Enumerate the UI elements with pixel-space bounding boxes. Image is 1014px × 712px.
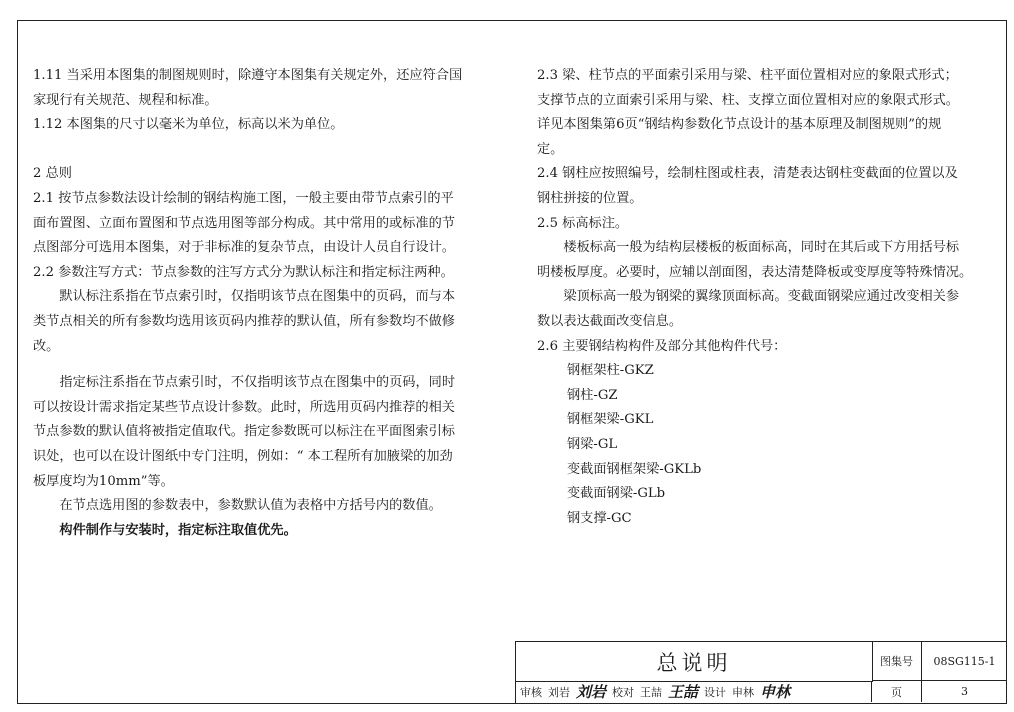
- atlas-number: 08SG115-1: [922, 642, 1007, 681]
- text-line: 在节点选用图的参数表中，参数默认值为表格中方括号内的数值。: [59, 498, 442, 514]
- list-item: 变截面钢梁-GLb: [567, 486, 666, 502]
- text-line: 2.2 参数注写方式：节点参数的注写方式分为默认标注和指定标注两种。: [33, 264, 454, 280]
- component-code-list: [537, 359, 1005, 531]
- text-line: 2.6 主要钢结构构件及部分其他构件代号：: [537, 338, 787, 354]
- list-item: 钢框架柱-GKZ: [567, 363, 654, 379]
- text-line: 板厚度均为10mm”等。: [33, 473, 174, 489]
- page-number: 3: [961, 685, 968, 698]
- reviewer-name: 刘岩: [548, 685, 570, 699]
- reviewer-signature: 刘岩: [576, 683, 607, 701]
- title-block: [515, 641, 1006, 703]
- left-column: [33, 64, 499, 543]
- page-label: 页: [872, 681, 922, 702]
- text-line: 2.4 钢柱应按照编号，绘制柱图或柱表，清楚表达钢柱变截面的位置以及: [537, 166, 958, 182]
- text-line: 面布置图、立面布置图和节点选用图等部分构成。其中常用的或标准的节: [33, 215, 455, 231]
- checker-name: 王喆: [640, 685, 663, 699]
- text-line: 类节点相关的所有参数均选用该页码内推荐的默认值，所有参数均不做修: [33, 313, 455, 329]
- list-item: 钢支撑-GC: [567, 510, 632, 526]
- designer-name: 申林: [732, 685, 755, 699]
- text-line: 2.3 梁、柱节点的平面索引采用与梁、柱平面位置相对应的象限式形式；: [537, 68, 958, 83]
- emphasis-line: 构件制作与安装时，指定标注取值优先。: [59, 522, 297, 538]
- text-line: 2.5 标高标注。: [537, 215, 629, 231]
- list-item: 钢柱-GZ: [567, 387, 618, 403]
- atlas-label: 图集号: [872, 642, 922, 681]
- review-label: 审核: [520, 685, 542, 699]
- designer-signature: 申林: [760, 683, 791, 701]
- text-line: 数以表达截面改变信息。: [537, 313, 683, 329]
- list-item: 钢梁-GL: [567, 436, 618, 452]
- text-line: 详见本图集第6页“钢结构参数化节点设计的基本原理及制图规则”的规: [537, 117, 942, 133]
- text-line: 钢柱拼接的位置。: [537, 190, 643, 206]
- text-line: 默认标注系指在节点索引时，仅指明该节点在图集中的页码，而与本: [59, 289, 456, 305]
- design-label: 设计: [704, 685, 727, 699]
- text-line: 2.1 按节点参数法设计绘制的钢结构施工图，一般主要由带节点索引的平: [33, 190, 454, 206]
- text-line: 支撑节点的立面索引采用与梁、柱、支撑立面位置相对应的象限式形式。: [537, 92, 959, 108]
- section-heading: 2 总则: [33, 166, 72, 182]
- text-line: 识处，也可以在设计图纸中专门注明，例如：“ 本工程所有加腋梁的加劲: [33, 448, 453, 464]
- list-item: 变截面钢框架梁-GKLb: [567, 461, 702, 477]
- text-line: 改。: [33, 338, 60, 354]
- text-line: 梁顶标高一般为钢梁的翼缘顶面标高。变截面钢梁应通过改变相关参: [563, 289, 960, 305]
- list-item: 钢框架梁-GKL: [567, 412, 654, 428]
- text-line: 定。: [537, 141, 564, 157]
- approval-row: [516, 681, 872, 702]
- text-line: 点图部分可选用本图集，对于非标准的复杂节点，由设计人员自行设计。: [33, 240, 455, 256]
- text-line: 家现行有关规范、规程和标准。: [33, 92, 218, 108]
- right-column: [537, 64, 1005, 531]
- text-line: 楼板标高一般为结构层楼板的板面标高，同时在其后或下方用括号标: [563, 240, 960, 256]
- text-line: 明楼板厚度。必要时，应辅以剖面图，表达清楚降板或变厚度等特殊情况。: [537, 264, 973, 280]
- text-line: 节点参数的默认值将被指定值取代。指定参数既可以标注在平面图索引标: [33, 424, 455, 440]
- check-label: 校对: [612, 685, 635, 699]
- text-line: 1.12 本图集的尺寸以毫米为单位，标高以米为单位。: [33, 117, 344, 133]
- text-line: 1.11 当采用本图集的制图规则时，除遵守本图集有关规定外，还应符合国: [33, 68, 463, 83]
- drawing-title: 总说明: [516, 642, 873, 682]
- checker-signature: 王喆: [668, 683, 699, 701]
- text-line: 可以按设计需求指定某些节点设计参数。此时，所选用页码内推荐的相关: [33, 399, 455, 415]
- text-line: 指定标注系指在节点索引时，不仅指明该节点在图集中的页码，同时: [59, 375, 456, 391]
